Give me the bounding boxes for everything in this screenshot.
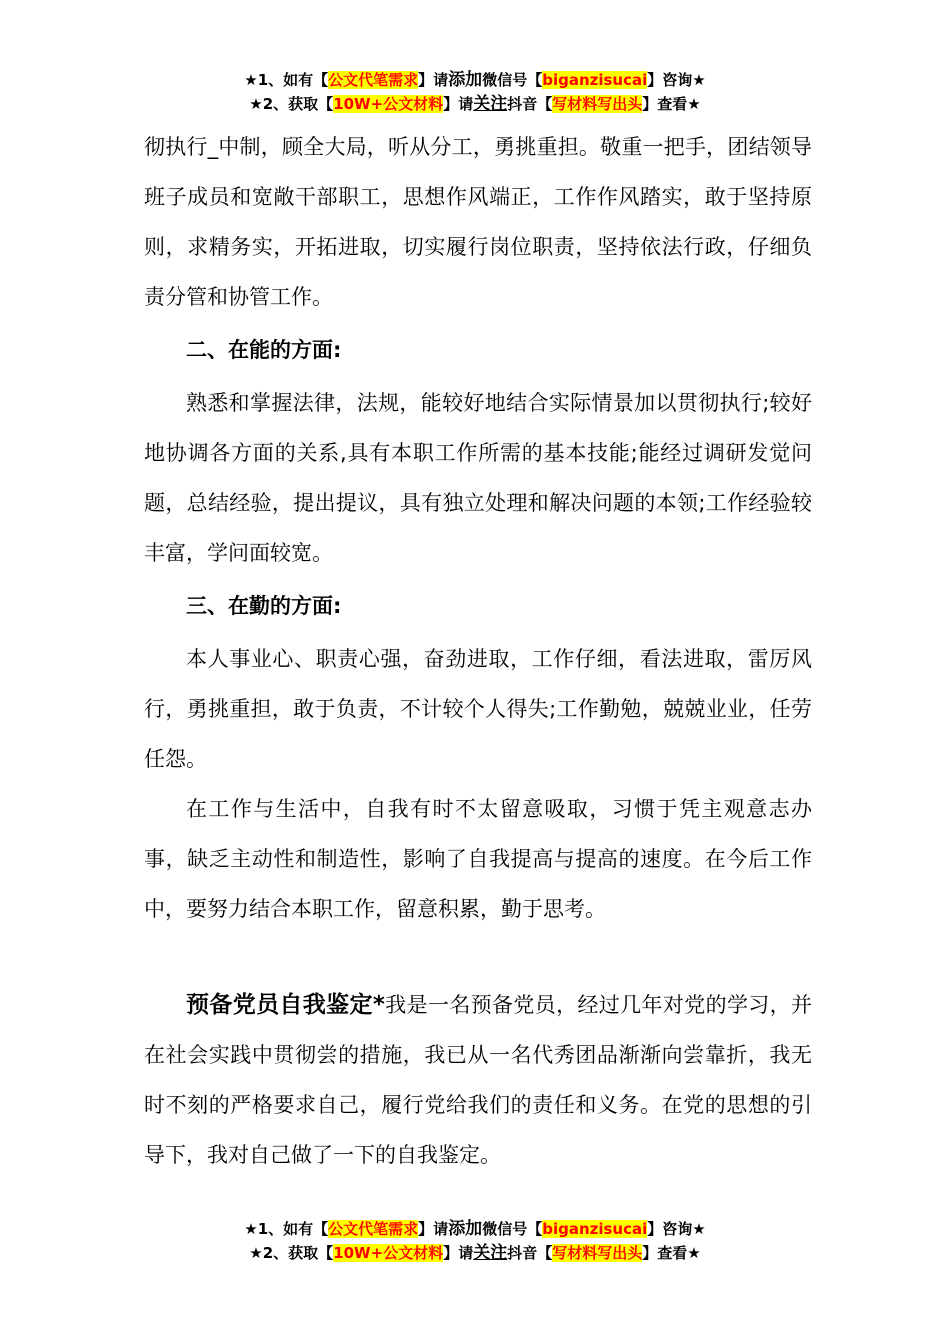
promo-text: 】请: [443, 95, 474, 113]
section-heading-ability: 二、在能的方面:: [186, 338, 342, 362]
promo-text: 】请: [443, 1244, 474, 1262]
article-title: 预备党员自我鉴定*: [186, 992, 385, 1018]
promo-text: 】咨询★: [647, 71, 706, 89]
promo-highlight: 写材料写出头: [552, 95, 643, 113]
section-heading-diligence: 三、在勤的方面:: [186, 594, 342, 618]
paragraph-member: [144, 980, 812, 1180]
promo-banner-top: [0, 68, 950, 116]
paragraph-weakness: 在工作与生活中，自我有时不太留意吸取，习惯于凭主观意志办事，缺乏主动性和制造性，影响了自我提高与提高的速度。在今后工作中，要努力结合本职工作，留意积累，勤于思考。: [144, 797, 812, 921]
promo-text: 抖音【: [507, 1244, 553, 1262]
promo-line-1: [0, 68, 950, 92]
promo-text: 】请: [418, 1220, 449, 1238]
promo-highlight: biganzisucai: [542, 71, 648, 89]
promo-highlight: 写材料写出头: [552, 1244, 643, 1262]
paragraph-ability: 熟悉和掌握法律，法规，能较好地结合实际情景加以贯彻执行;较好地协调各方面的关系,具有本职工作所需的基本技能;能经过调研发觉问题，总结经验，提出提议，具有独立处理和解决问题的本领;工作经验较丰富，学问面较宽。: [144, 391, 812, 565]
promo-text: 】查看★: [642, 95, 701, 113]
promo-text: 微信号【: [482, 71, 543, 89]
promo-text: ★1、如有【: [244, 1220, 329, 1238]
promo-highlight: biganzisucai: [542, 1220, 648, 1238]
promo-emphasis: 添加: [448, 70, 483, 90]
promo-emphasis: 添加: [448, 1219, 483, 1239]
paragraph-intro: 彻执行_中制，顾全大局，听从分工，勇挑重担。敬重一把手，团结领导班子成员和宽敞干部职工，思想作风端正，工作作风踏实，敢于坚持原则，求精务实，开拓进取，切实履行岗位职责，坚持依法行政，仔细负责分管和协管工作。: [144, 135, 812, 309]
promo-emphasis: 关注: [473, 1243, 508, 1263]
promo-text: ★2、获取【: [249, 95, 334, 113]
promo-text: 】请: [418, 71, 449, 89]
promo-text: 】咨询★: [647, 1220, 706, 1238]
promo-text: 微信号【: [482, 1220, 543, 1238]
promo-text: ★1、如有【: [244, 71, 329, 89]
promo-highlight: 10W+公文材料: [333, 95, 444, 113]
promo-emphasis: 关注: [473, 94, 508, 114]
paragraph-diligence: 本人事业心、职责心强，奋劲进取，工作仔细，看法进取，雷厉风行，勇挑重担，敢于负责，不计较个人得失;工作勤勉，兢兢业业，任劳任怨。: [144, 647, 812, 771]
promo-text: 】查看★: [642, 1244, 701, 1262]
promo-highlight: 公文代笔需求: [328, 71, 419, 89]
promo-text: ★2、获取【: [249, 1244, 334, 1262]
promo-highlight: 10W+公文材料: [333, 1244, 444, 1262]
promo-line-2: [0, 92, 950, 116]
promo-text: 抖音【: [507, 95, 553, 113]
promo-line-1: [0, 1217, 950, 1241]
section-spacer: [144, 934, 812, 980]
promo-banner-bottom: [0, 1217, 950, 1265]
paragraph-member-text: 我是一名预备党员，经过几年对党的学习，并在社会实践中贯彻尝的措施，我已从一名代秀团品渐渐向尝靠折，我无时不刻的严格要求自己，履行党给我们的责任和义务。在党的思想的引导下，我对自己做了一下的自我鉴定。: [144, 993, 813, 1167]
promo-line-2: [0, 1241, 950, 1265]
document-body: [144, 122, 812, 1180]
promo-highlight: 公文代笔需求: [328, 1220, 419, 1238]
